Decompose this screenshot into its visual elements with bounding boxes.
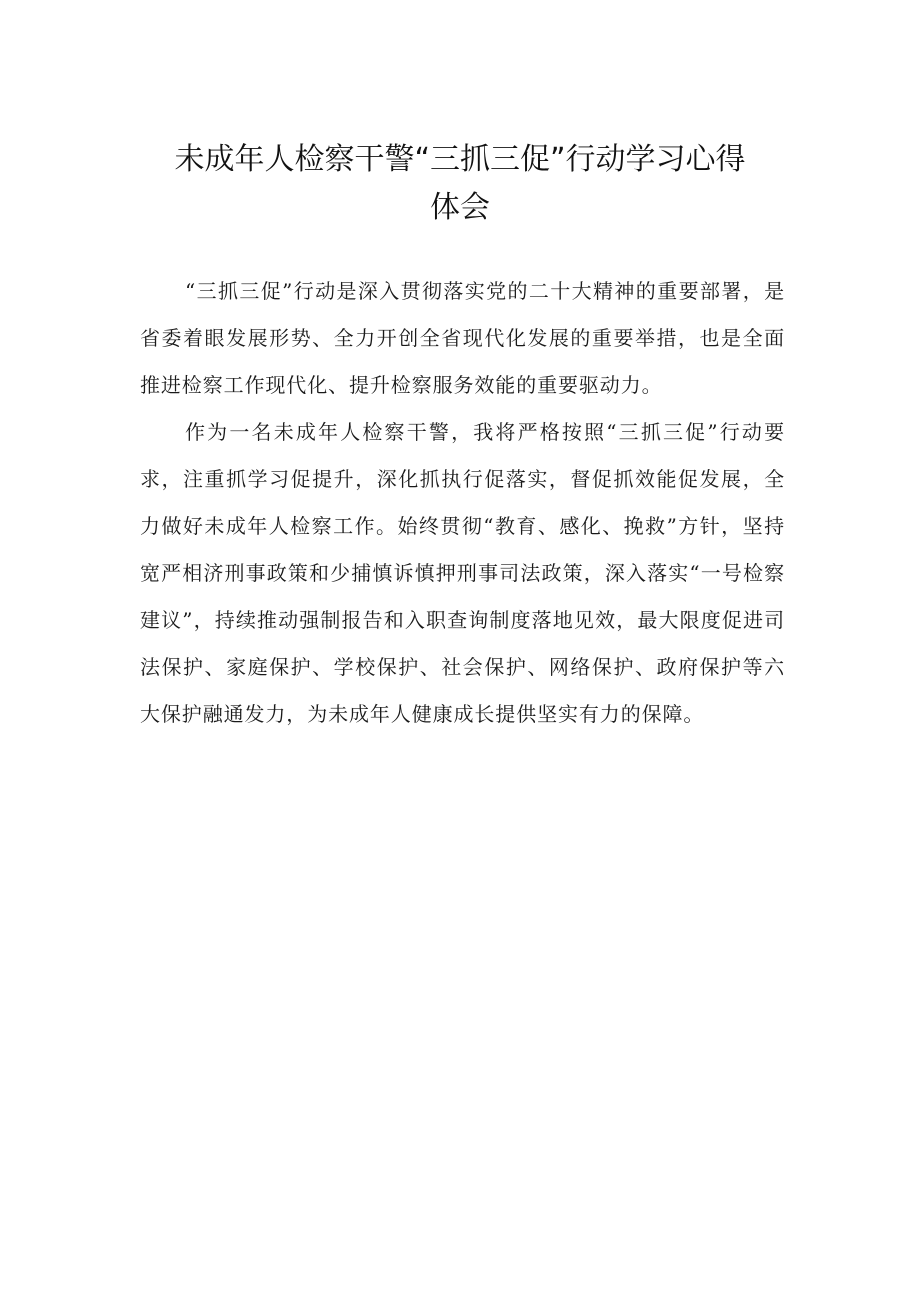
paragraph-2: 作为一名未成年人检察干警，我将严格按照“三抓三促”行动要求，注重抓学习促提升，深化抓执行促落实，督促抓效能促发展，全力做好未成年人检察工作。始终贯彻“教育、感化、挽救”方针，坚持宽严相济刑事政策和少捕慎诉慎押刑事司法政策，深入落实“一号检察建议”，持续推动强制报告和入职查询制度落地见效，最大限度促进司法保护、家庭保护、学校保护、社会保护、网络保护、政府保护等六大保护融通发力，为未成年人健康成长提供坚实有力的保障。 (140, 420, 785, 726)
title-line-1: 未成年人检察干警“三抓三促”行动学习心得 (174, 142, 746, 177)
document-body (140, 268, 785, 738)
document-title (130, 136, 790, 232)
title-line-2: 体会 (430, 190, 490, 225)
paragraph-1: “三抓三促”行动是深入贯彻落实党的二十大精神的重要部署，是省委着眼发展形势、全力开创全省现代化发展的重要举措，也是全面推进检察工作现代化、提升检察服务效能的重要驱动力。 (140, 279, 785, 397)
